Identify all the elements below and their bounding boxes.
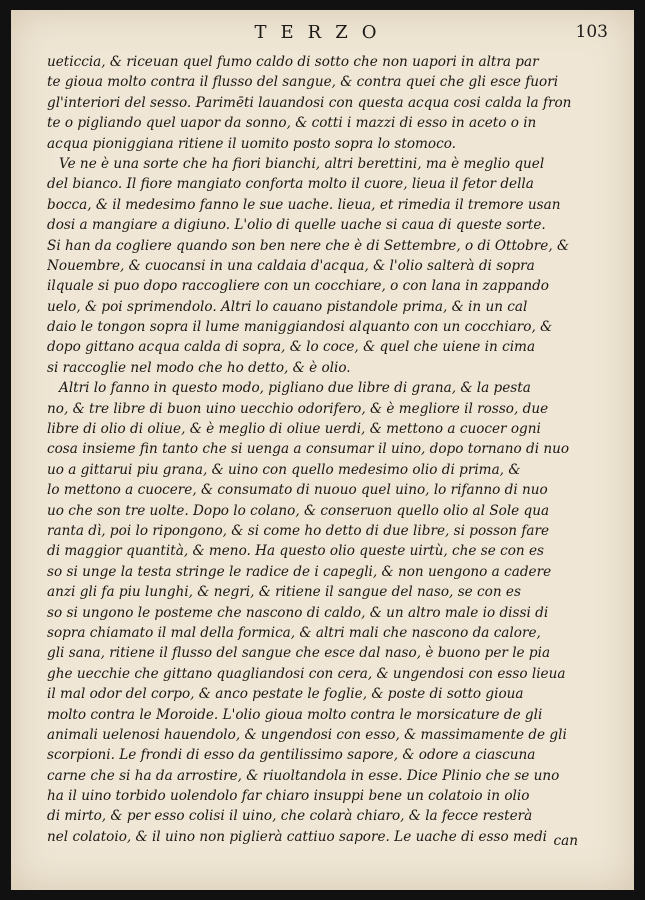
text-line: no, & tre libre di buon uino uecchio odorifero, & è megliore il rosso, due — [47, 400, 549, 417]
text-line: cosa insieme fin tanto che si uenga a consumar il uino, dopo tornano di nuo — [47, 441, 570, 458]
text-line: scorpioni. Le frondi di esso da gentilissimo sapore, & odore a ciascuna — [47, 747, 536, 764]
text-line: ueticcia, & riceuan quel fumo caldo di sotto che non uapori in altra par — [47, 54, 539, 70]
text-line: te gioua molto contra il flusso del sangue, & contra quei che gli esce fuori — [47, 74, 559, 91]
text-line: il mal odor del corpo, & anco pestate le foglie, & poste di sotto gioua — [47, 686, 524, 703]
text-line: animali uelenosi hauendolo, & ungendosi con esso, & massimamente de gli — [47, 726, 567, 743]
text-line: so si ungono le posteme che nascono di caldo, & un altro male io dissi di — [47, 604, 549, 621]
text-line: uelo, & poi sprimendolo. Altri lo cauano pistandole prima, & in un cal — [47, 298, 528, 315]
text-line: ilquale si puo dopo raccogliere con un cocchiare, o con lana in zappando — [47, 278, 549, 295]
text-line: dosi a mangiare a digiuno. L'olio di quelle uache si caua di queste sorte. — [47, 217, 546, 234]
text-line: Ve ne è una sorte che ha fiori bianchi, altri berettini, ma è meglio quel — [59, 155, 545, 172]
text-line: del bianco. Il fiore mangiato conforta molto il cuore, lieua il fetor della — [47, 176, 534, 193]
text-line: anzi gli fa piu lunghi, & negri, & ritiene il sangue del naso, se con es — [47, 584, 521, 601]
text-line: bocca, & il medesimo fanno le sue uache. lieua, et rimedia il tremore usan — [47, 196, 561, 213]
text-line: gl'interiori del sesso. Parimēti lauandosi con questa acqua cosi calda la fron — [47, 94, 572, 111]
text-line: ghe uecchie che gittano quagliandosi con cera, & ungendosi con esso lieua — [47, 665, 566, 682]
page-header — [11, 22, 634, 48]
text-line: di mirto, & per esso colisi il uino, che colarà chiaro, & la fecce resterà — [47, 808, 533, 825]
text-line: dopo gittano acqua calda di sopra, & lo coce, & quel che uiene in cima — [47, 339, 536, 356]
catchword: can — [553, 833, 578, 849]
running-head: TERZO — [254, 22, 391, 43]
text-line: uo che son tre uolte. Dopo lo colano, & conseruon quello olio al Sole qua — [47, 502, 550, 519]
text-line: si raccoglie nel modo che ho detto, & è olio. — [47, 359, 351, 376]
text-line: daio le tongon sopra il lume maniggiandosi alquanto con un cocchiaro, & — [47, 319, 553, 336]
text-line: molto contra le Moroide. L'olio gioua molto contra le morsicature de gli — [47, 706, 543, 723]
text-line: Nouembre, & cuocansi in una caldaia d'acqua, & l'olio salterà di sopra — [47, 257, 535, 274]
text-line: Altri lo fanno in questo modo, pigliano due libre di grana, & la pesta — [59, 380, 531, 397]
text-line: carne che si ha da arrostire, & riuoltandola in esse. Dice Plinio che se uno — [47, 767, 560, 784]
text-line: te o pigliando quel uapor da sonno, & cotti i mazzi di esso in aceto o in — [47, 115, 537, 132]
text-line: di maggior quantità, & meno. Ha questo olio queste uirtù, che se con es — [47, 543, 545, 560]
text-line: libre di olio di oliue, & è meglio di oliue uerdi, & mettono a cuocer ogni — [47, 421, 541, 438]
text-line: acqua pioniggiana ritiene il uomito posto sopra lo stomoco. — [47, 135, 457, 152]
text-line: uo a gittarui piu grana, & uino con quello medesimo olio di prima, & — [47, 461, 521, 478]
text-line: so si unge la testa stringe le radice de i capegli, & non uengono a cadere — [47, 563, 552, 580]
text-line: gli sana, ritiene il flusso del sangue che esce dal naso, è buono per le pia — [47, 645, 551, 662]
text-line: lo mettono a cuocere, & consumato di nuouo quel uino, lo rifanno di nuo — [47, 482, 548, 499]
text-line: sopra chiamato il mal della formica, & altri mali che nascono da calore, — [47, 624, 541, 641]
text-line: ha il uino torbido uolendolo far chiaro insuppi bene un colatoio in olio — [47, 788, 530, 805]
page-number: 103 — [575, 22, 608, 42]
page-body-text — [47, 52, 577, 847]
text-line: nel colatoio, & il uino non piglierà cattiuo sapore. Le uache di esso medi — [47, 828, 548, 845]
book-page — [11, 10, 634, 890]
text-line: ranta dì, poi lo ripongono, & si come ho detto di due libre, si posson fare — [47, 522, 550, 539]
text-line: Si han da cogliere quando son ben nere che è di Settembre, o di Ottobre, & — [47, 237, 570, 254]
